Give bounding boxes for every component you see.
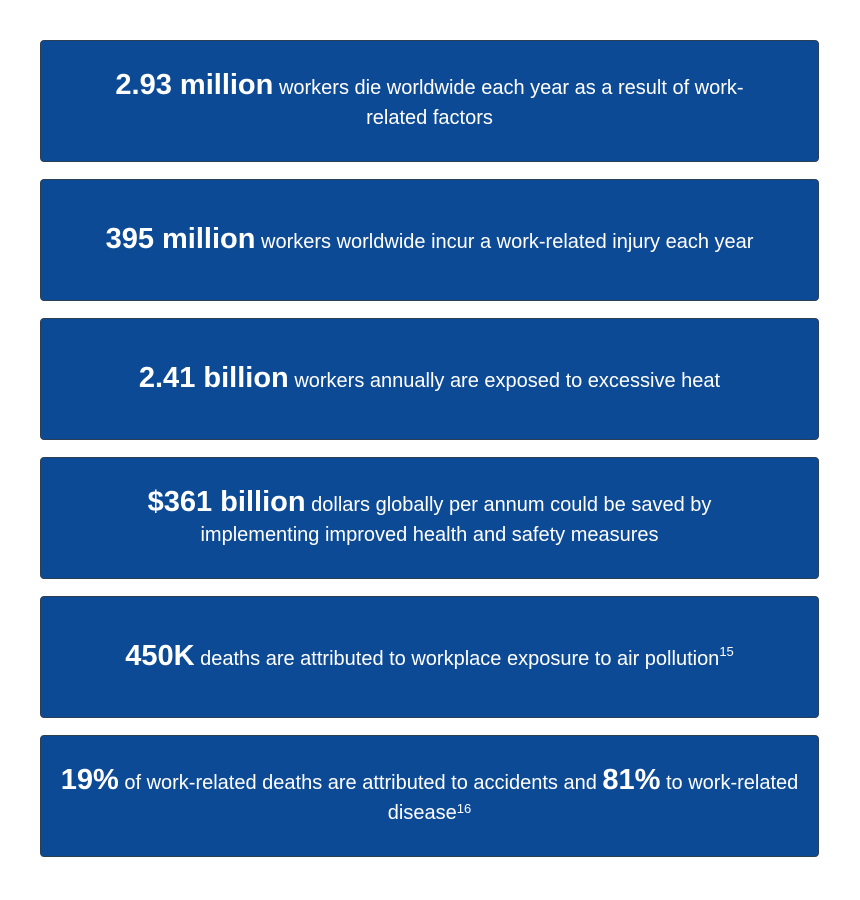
- stat-figure: $361 billion: [147, 485, 306, 518]
- stat-figure: 395 million: [105, 222, 256, 255]
- stat-card-savings: [40, 457, 819, 579]
- stat-description: workers annually are exposed to excessive heat: [294, 369, 721, 392]
- stat-description-2: to work-related disease: [387, 771, 799, 824]
- stat-card-heat: [40, 318, 819, 440]
- stat-card-injuries: [40, 179, 819, 301]
- stat-figure-2: 81%: [602, 763, 661, 796]
- stat-description: dollars globally per annum could be saved by implementing improved health and safety measures: [200, 493, 712, 546]
- stat-figure: 2.93 million: [115, 68, 274, 101]
- stat-description: workers worldwide incur a work-related injury each year: [261, 230, 754, 253]
- stat-card-deaths: [40, 40, 819, 162]
- footnote-ref: 15: [719, 643, 734, 659]
- stat-figure: 19%: [60, 763, 119, 796]
- stat-description: workers die worldwide each year as a result of work-related factors: [278, 76, 744, 129]
- stat-card-accidents-disease: [40, 735, 819, 857]
- stat-description: of work-related deaths are attributed to accidents and: [124, 771, 597, 794]
- stat-figure: 2.41 billion: [138, 361, 289, 394]
- stat-description: deaths are attributed to workplace exposure to air pollution: [200, 647, 720, 670]
- stat-card-air-pollution: [40, 596, 819, 718]
- footnote-ref: 16: [456, 800, 472, 816]
- stat-figure: 450K: [125, 639, 195, 672]
